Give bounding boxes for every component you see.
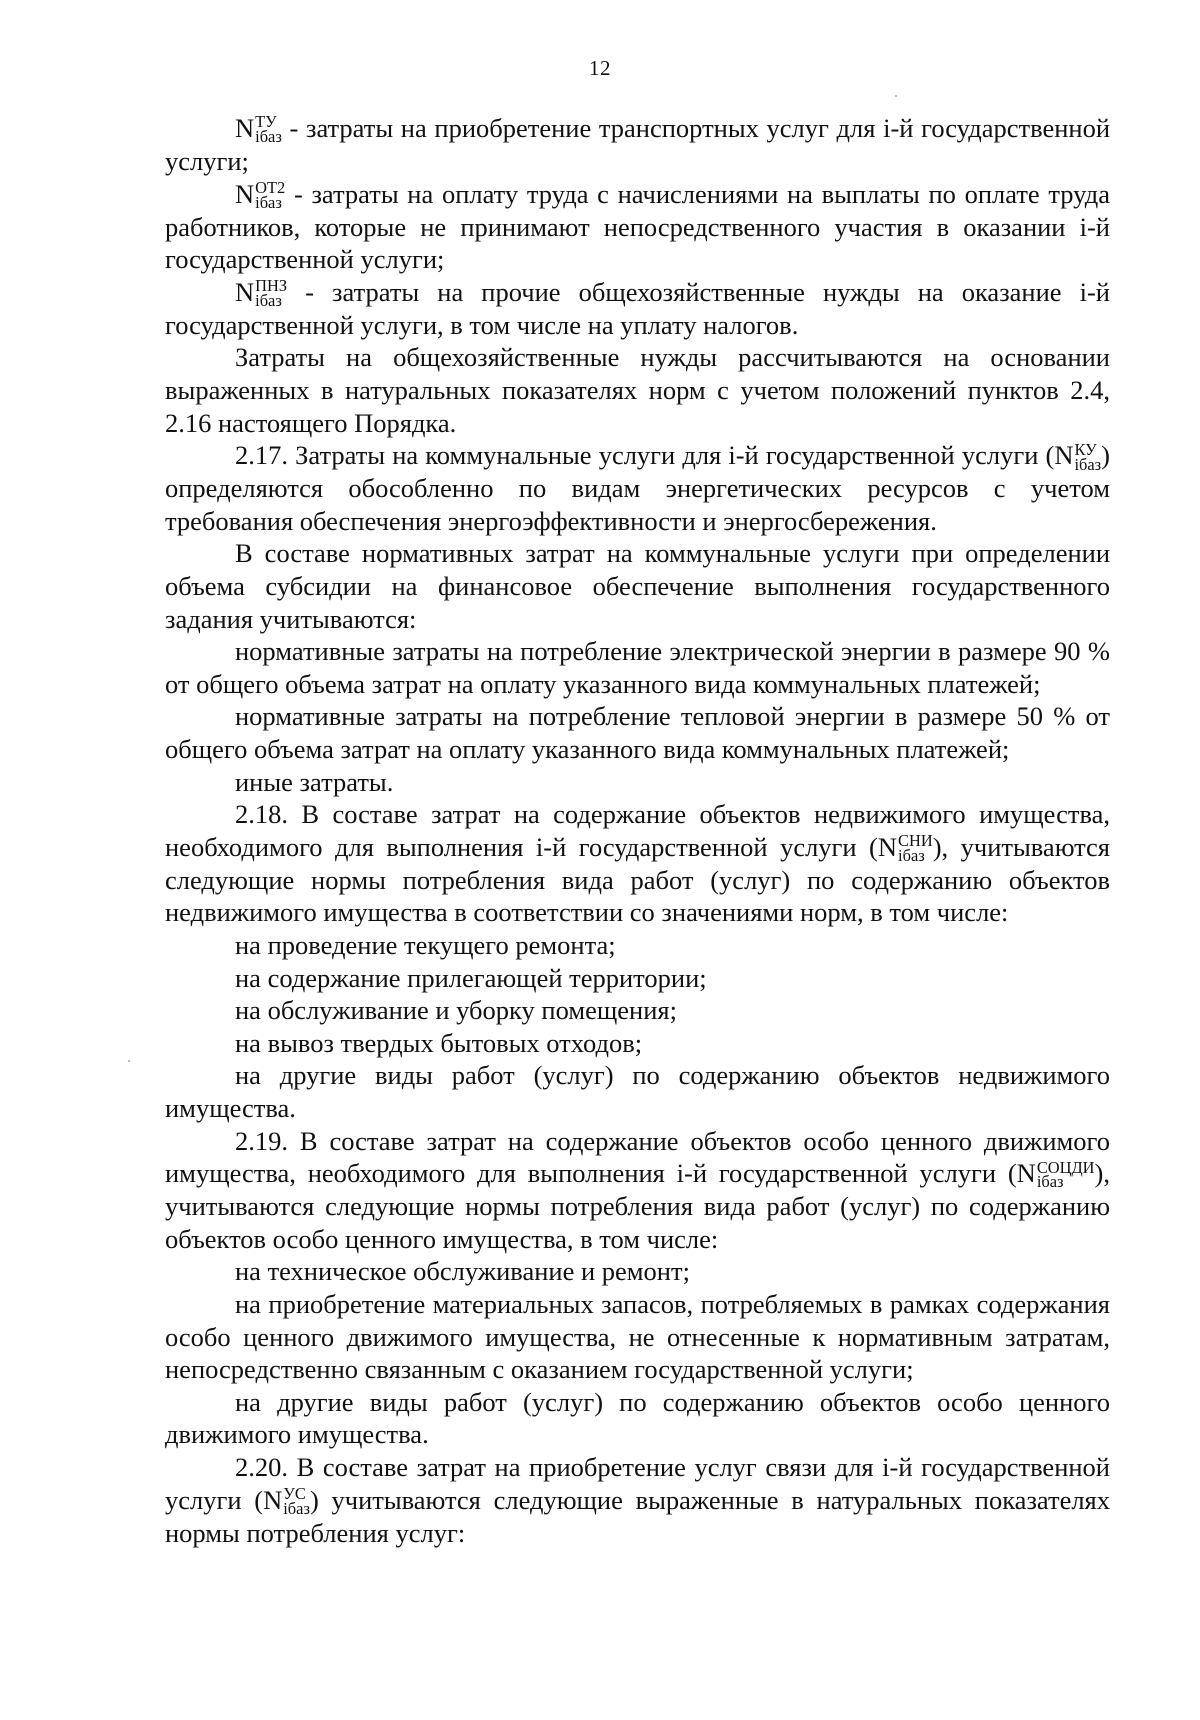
formula-symbol: N СОЦДИ iбаз [1016,1157,1095,1192]
list-item: на содержание прилегающей территории; [235,962,707,993]
formula-symbol: N ПНЗ iбаз [235,276,288,311]
definition-other-needs: N ПНЗ iбаз - затраты на прочие общехозяйственные нужды на оказание i-й государственной услуги, в том числе на уплату налогов. [165,276,1110,340]
list-item: на проведение текущего ремонта; [235,930,616,961]
list-item: на приобретение материальных запасов, потребляемых в рамках содержания особо ценного движимого имущества, не отнесенные к нормативным затратам, непосредственно связанным с оказанием государственной услуги; [165,1289,1110,1385]
formula-symbol: N ОТ2 iбаз [235,178,286,212]
definition-transport: N ТУ iбаз - затраты на приобретение транспортных услуг для i-й государственной услуги; [165,112,1110,177]
definition-labor: N ОТ2 iбаз - затраты на оплату труда с начислениями на выплаты по оплате труда работников, которые не принимают непосредственного участия в оказании i-й государственной услуги; [165,178,1110,275]
list-item: на вывоз твердых бытовых отходов; [235,1027,643,1058]
paragraph-common-needs: Затраты на общехозяйственные нужды рассчитываются на основании выраженных в натуральных показателях норм с учетом положений пунктов 2.4, 2.16 настоящего Порядка. [165,342,1110,438]
list-item: на другие виды работ (услуг) по содержанию объектов недвижимого имущества. [165,1060,1110,1123]
scan-speck [128,1060,130,1062]
list-item: на техническое обслуживание и ремонт; [235,1256,690,1287]
list-item: на другие виды работ (услуг) по содержанию объектов особо ценного движимого имущества. [165,1386,1110,1450]
body-text [165,112,1110,1549]
list-item: нормативные затраты на потребление электрической энергии в размере 90 % от общего объема затрат на оплату указанного вида коммунальных платежей; [165,636,1110,699]
list-item: на обслуживание и уборку помещения; [235,995,677,1026]
formula-symbol: N УС iбаз [263,1484,310,1518]
paragraph-2-20: 2.20. В составе затрат на приобретение услуг связи для i-й государственной услуги (N УС iбаз ) учитываются следующие выраженные в натуральных показателях нормы потребления услуг: [165,1451,1110,1548]
formula-symbol: N СНИ iбаз [877,831,933,866]
scan-speck [895,95,897,97]
list-item: иные затраты. [235,766,394,797]
paragraph-2-19: 2.19. В составе затрат на содержание объектов особо ценного движимого имущества, необходимого для выполнения i-й государственной услуги (N СОЦДИ iбаз ), учитываются следующие нормы потребления вида работ (услуг) по содержанию объектов особо ценного имущества, в том числе: [165,1125,1110,1254]
paragraph-2-17: 2.17. Затраты на коммунальные услуги для i-й государственной услуги (N КУ iбаз ) определяются обособленно по видам энергетических ресурсов с учетом требования обеспечения энергоэффективности и энергосбережения. [165,439,1110,536]
formula-symbol: N КУ iбаз [1054,439,1102,474]
formula-symbol: N ТУ iбаз [235,112,282,147]
page-number: 12 [589,56,611,80]
paragraph-2-17-composition: В составе нормативных затрат на коммунальные услуги при определении объема субсидии на финансовое обеспечение выполнения государственного задания учитываются: [165,538,1110,634]
list-item: нормативные затраты на потребление тепловой энергии в размере 50 % от общего объема затрат на оплату указанного вида коммунальных платежей; [165,701,1110,765]
paragraph-2-18: 2.18. В составе затрат на содержание объектов недвижимого имущества, необходимого для выполнения i-й государственной услуги (N СНИ iбаз ), учитываются следующие нормы потребления вида работ (услуг) по содержанию объектов недвижимого имущества в соответствии со значениями норм, в том числе: [165,799,1110,928]
